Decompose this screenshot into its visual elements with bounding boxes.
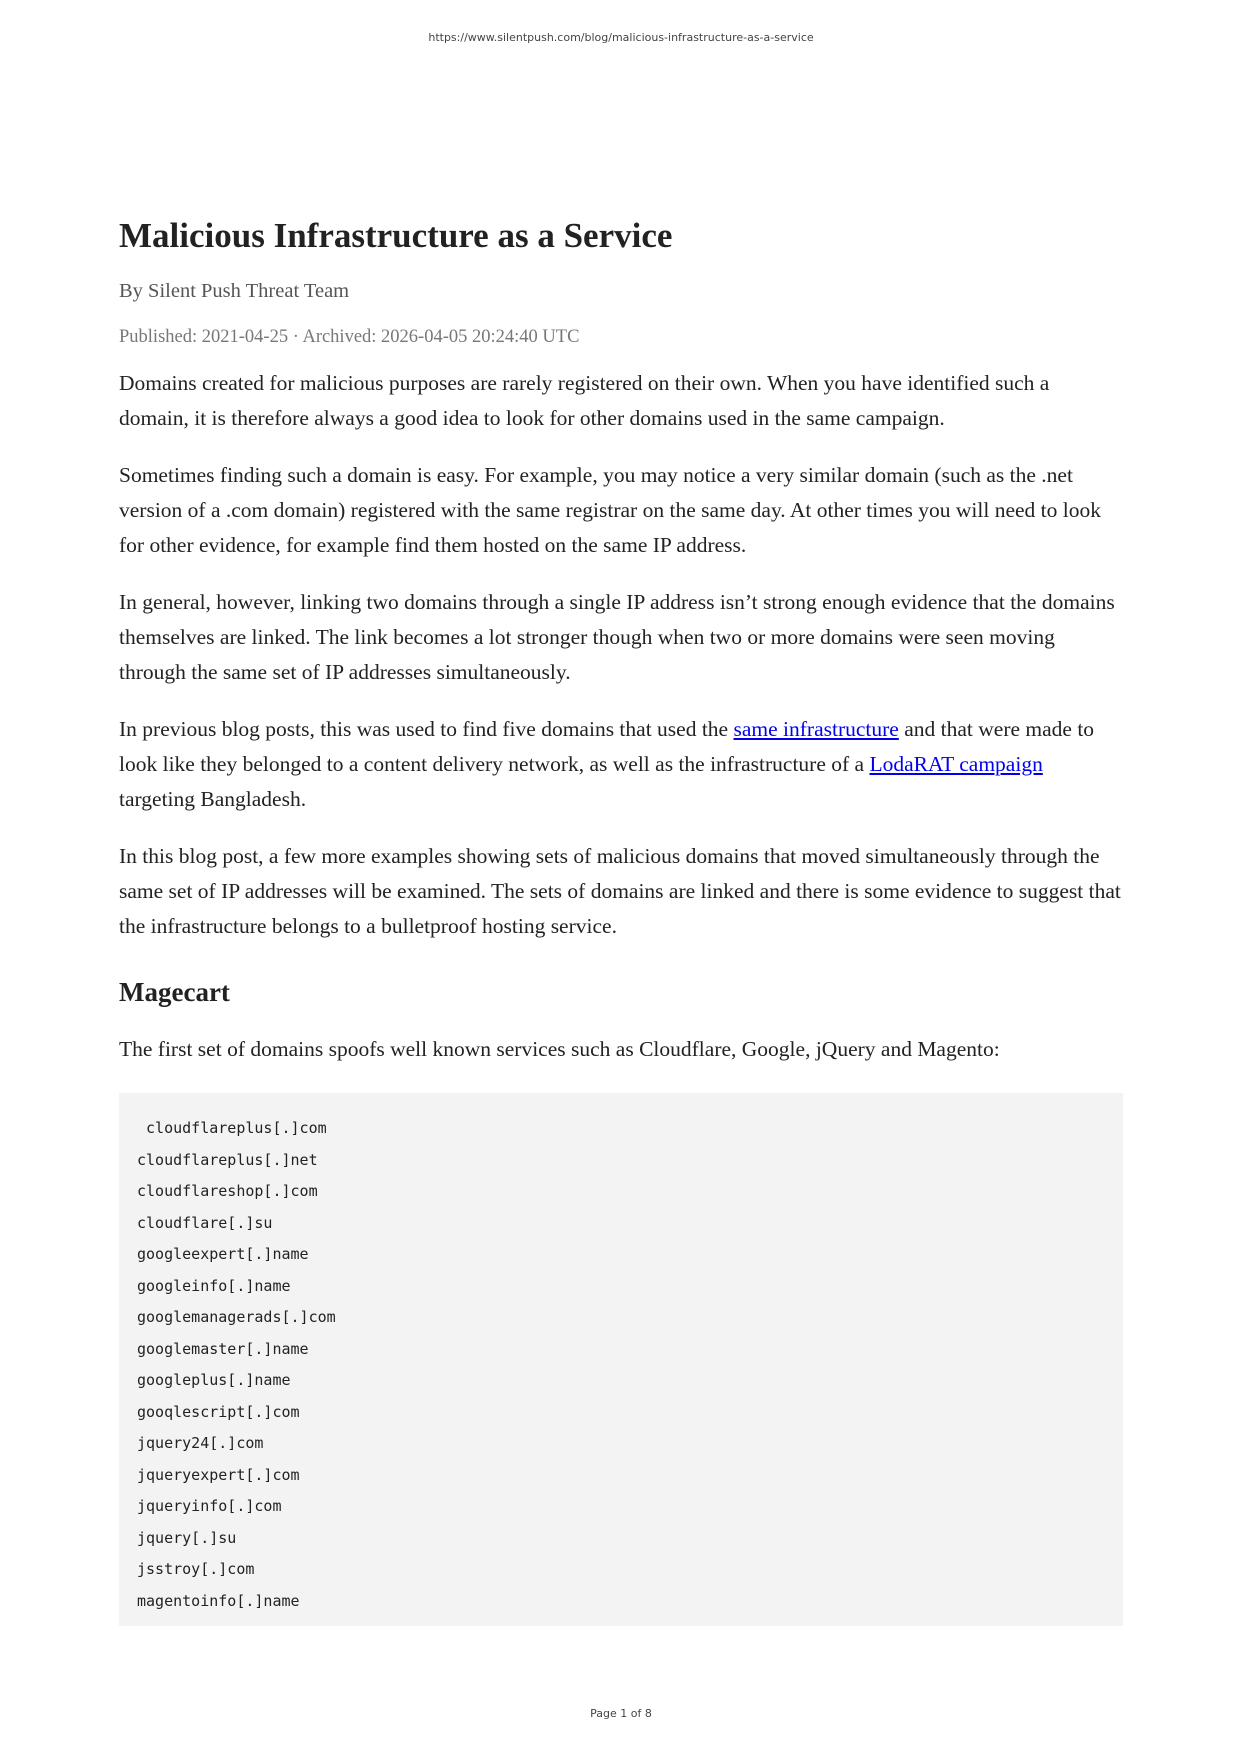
paragraph-4-text-c: targeting Bangladesh. — [119, 787, 307, 811]
section-heading-magecart: Magecart — [119, 977, 230, 1007]
paragraph-4-text-b: and that were made to look like they belonged to a content delivery network, as well as the infrastructure of a — [119, 717, 1095, 776]
domain-line: cloudflareshop[.]com — [137, 1182, 318, 1200]
page-url-header: https://www.silentpush.com/blog/malicious-infrastructure-as-a-service — [428, 31, 814, 44]
paragraph-2: Sometimes finding such a domain is easy. For example, you may notice a very similar domain (such as the .net version of a .com domain) registered with the same registrar on the same day. At other times you will need to look for other evidence, for example find them hosted on the same IP address. — [119, 463, 1101, 557]
domain-line: jqueryinfo[.]com — [137, 1497, 282, 1515]
lodarat-campaign-link[interactable]: LodaRAT campaign — [869, 752, 1043, 776]
domain-line: jquery[.]su — [137, 1528, 237, 1547]
same-infrastructure-link[interactable]: same infrastructure — [733, 717, 899, 741]
article-title: Malicious Infrastructure as a Service — [119, 216, 673, 255]
domain-line: cloudflare[.]su — [137, 1213, 273, 1232]
domain-line: jquery24[.]com — [137, 1434, 264, 1452]
paragraph-4 — [119, 712, 1123, 817]
paragraph-5: In this blog post, a few more examples showing sets of malicious domains that moved simultaneously through the same set of IP addresses will be examined. The sets of domains are linked and there is some evidence to suggest that the infrastructure belongs to a bulletproof hosting service. — [119, 844, 1121, 938]
paragraph-3: In general, however, linking two domains through a single IP address isn’t strong enough evidence that the domains themselves are linked. The link becomes a lot stronger though when two or more domains were seen moving through the same set of IP addresses simultaneously. — [119, 590, 1115, 684]
domain-code-block — [119, 1093, 1123, 1626]
page-number: Page 1 of 8 — [590, 1707, 652, 1720]
domain-line: googleinfo[.]name — [137, 1276, 291, 1295]
domain-line: cloudflareplus[.]com — [137, 1119, 327, 1137]
article-byline: By Silent Push Threat Team — [119, 280, 350, 302]
domain-line: jsstroy[.]com — [137, 1560, 255, 1578]
domain-line: googleplus[.]name — [137, 1371, 291, 1389]
paragraph-4-text-a: In previous blog posts, this was used to find five domains that used the — [119, 717, 734, 741]
domain-line: googleexpert[.]name — [137, 1245, 309, 1263]
domain-line: googlemaster[.]name — [137, 1339, 309, 1358]
domain-line: googlemanagerads[.]com — [137, 1308, 336, 1326]
domain-line: magentoinfo[.]name — [137, 1591, 300, 1610]
domain-line: gooqlescript[.]com — [137, 1402, 300, 1421]
paragraph-1: Domains created for malicious purposes are rarely registered on their own. When you have identified such a domain, it is therefore always a good idea to look for other domains used in the same campaign. — [119, 371, 1050, 430]
article-meta: Published: 2021-04-25 · Archived: 2026-04-05 20:24:40 UTC — [119, 327, 580, 347]
section-intro: The first set of domains spoofs well known services such as Cloudflare, Google, jQuery and Magento: — [119, 1037, 1000, 1061]
article — [119, 212, 1123, 1626]
domain-line: jqueryexpert[.]com — [137, 1465, 300, 1484]
domain-line: cloudflareplus[.]net — [137, 1150, 318, 1169]
